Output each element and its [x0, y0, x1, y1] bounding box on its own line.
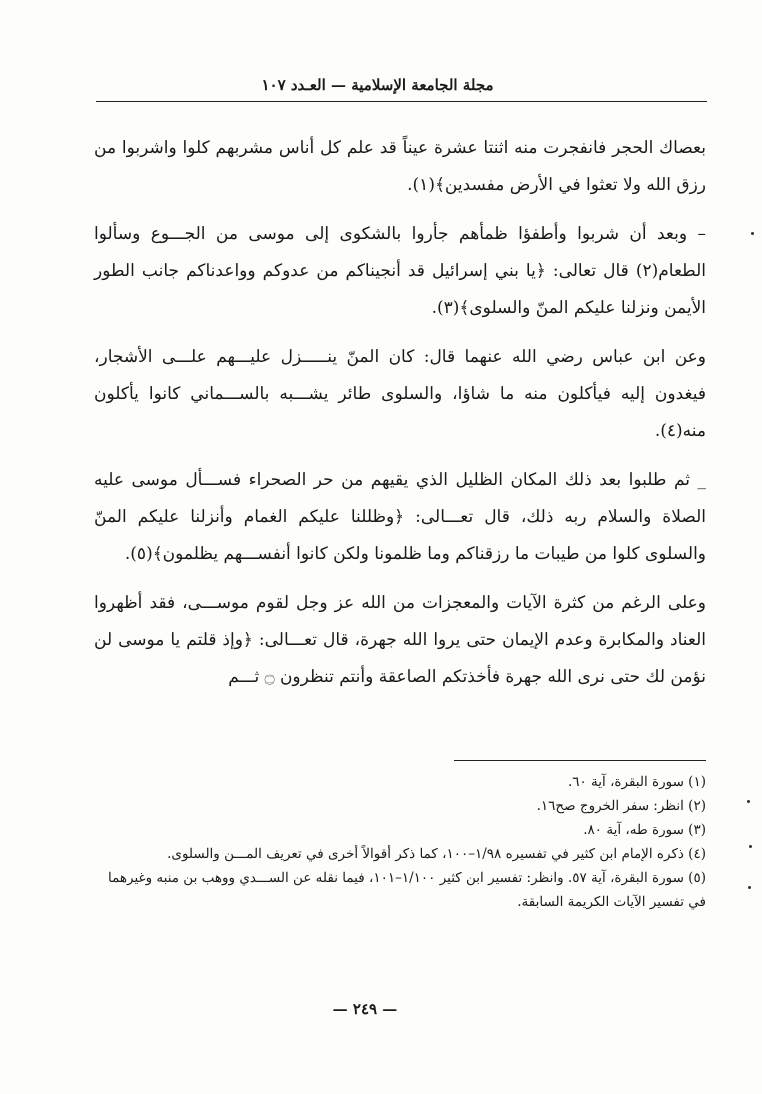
paragraph-5: وعلى الرغم من كثرة الآيات والمعجزات من الله عز وجل لقوم موســـى، فقد أظهروا العناد والمكابرة وعدم الإيمان حتى يروا الله جهرة، قال تعـــالى: ﴿وإذ قلتم يا موسى لن نؤمن لك حتى نرى الله جهرة فأخذتكم الصاعقة وأنتم تنظرون ۝ ثـــم [94, 593, 706, 687]
footnote-separator [454, 760, 706, 761]
paragraph-1: بعصاك الحجر فانفجرت منه اثنتا عشرة عيناً قد علم كل أناس مشربهم كلوا واشربوا من رزق الله ولا تعثوا في الأرض مفسدين﴾(١). [94, 138, 706, 195]
paragraph-4: _ ثم طلبوا بعد ذلك المكان الظليل الذي يقيهم من حر الصحراء فســـأل موسى عليه الصلاة والسلام ربه ذلك، قال تعـــالى: ﴿وظللنا عليكم الغمام وأنزلنا عليكم المنّ والسلوى كلوا من طيبات ما رزقناكم وما ظلمونا ولكن كانوا أنفســـهم يظلمون﴾(٥). [94, 470, 706, 564]
page-number: — ٢٤٩ — [332, 1000, 398, 1018]
margin-speck [749, 845, 752, 848]
running-header: مجلة الجامعة الإسلامية — العـدد ١٠٧ [261, 76, 494, 94]
footnote-2: (٢) انظر: سفر الخروج صح١٦. [536, 798, 706, 814]
footnotes [94, 770, 706, 914]
paragraph-2: – وبعد أن شربوا وأطفؤا ظمأهم جأروا بالشكوى إلى موسى من الجـــوع وسألوا الطعام(٢) قال تعالى: ﴿يا بني إسرائيل قد أنجيناكم من عدوكم وواعدناكم جانب الطور الأيمن ونزلنا عليكم المنّ والسلوى﴾(٣). [94, 224, 706, 318]
footnote-4: (٤) ذكره الإمام ابن كثير في تفسيره ١/٩٨–١٠٠، كما ذكر أقوالاً أخرى في تعريف المـــن والسلوى. [167, 846, 706, 862]
margin-speck [747, 800, 750, 803]
footnote-3: (٣) سورة طه، آية ٨٠. [583, 822, 706, 838]
margin-speck [751, 232, 754, 235]
header-rule [96, 101, 707, 102]
footnote-5: (٥) سورة البقرة، آية ٥٧. وانظر: تفسير ابن كثير ١/١٠٠–١٠١، فيما نقله عن الســـدي ووهب بن منبه وغيرهما في تفسير الآيات الكريمة السابقة. [107, 870, 706, 910]
paragraph-3: وعن ابن عباس رضي الله عنهما قال: كان المنّ ينـــــزل عليـــهم علـــى الأشجار، فيغدون إليه فيأكلون منه ما شاؤا، والسلوى طائر يشـــبه بالســـماني كانوا يأكلون منه(٤). [94, 347, 706, 441]
footnote-1: (١) سورة البقرة، آية ٦٠. [567, 774, 706, 790]
body-text [94, 130, 706, 696]
margin-speck [748, 886, 751, 889]
